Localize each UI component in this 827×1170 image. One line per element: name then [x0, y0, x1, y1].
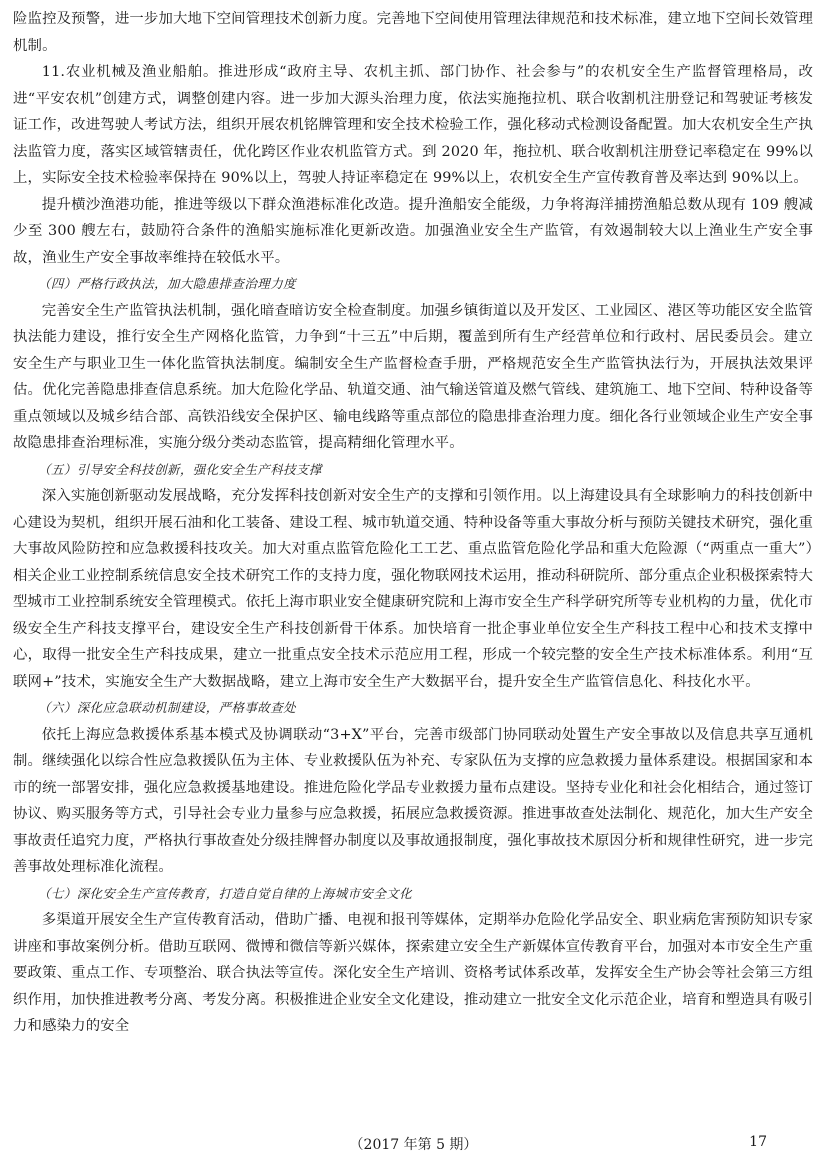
paragraph-tech-innovation: 深入实施创新驱动发展战略，充分发挥科技创新对安全生产的支撑和引领作用。以上海建设具有全球影响力的科技创新中心建设为契机，组织开展石油和化工装备、建设工程、城市轨道交通、特种设备等重大事故分析与预防关键技术研究，强化重大事故风险防控和应急救援科技攻关。加大对重点监管危险化工工艺、重点监管危险化学品和重大危险源（“两重点一重大”）相关企业工业控制系统信息安全技术研究工作的支持力度，强化物联网技术运用，推动科研院所、部分重点企业积极探索特大型城市工业控制系统安全管理模式。依托上海市职业安全健康研究院和上海市安全生产科学研究所等专业机构的力量，优化市级安全生产科技支撑平台，建设安全生产科技创新骨干体系。加快培育一批企事业单位安全生产科技工程中心和技术支撑中心，取得一批安全生产科技成果，建立一批重点安全技术示范应用工程，形成一个较完整的安全生产技术标准体系。利用“互联网+”技术，实施安全生产大数据战略，建立上海市安全生产大数据平台，提升安全生产监管信息化、科技化水平。: [13, 488, 813, 690]
paragraph-emergency-response: 依托上海应急救援体系基本模式及协调联动“3+X”平台，完善市级部门协同联动处置生产安全事故以及信息共享互通机制。继续强化以综合性应急救援队伍为主体、专业救援队伍为补充、专家队伍为支撑的应急救援力量体系建设。根据国家和本市的统一部署安排，强化应急救援基地建设。推进危险化学品专业救援力量布点建设。坚持专业化和社会化相结合，通过签订协议、购买服务等方式，引导社会专业力量参与应急救援，拓展应急救援资源。推进事故查处法制化、规范化，加大生产安全事故责任追究力度，严格执行事故查处分级挂牌督办制度以及事故通报制度，强化事故技术原因分析和规律性研究，进一步完善事故处理标准化流程。: [13, 726, 813, 875]
page-footer: [0, 1134, 827, 1160]
section-heading-7: （七）深化安全生产宣传教育，打造自觉自律的上海城市安全文化: [38, 885, 413, 901]
paragraph-fishing-port: 提升横沙渔港功能，推进等级以下群众渔港标准化改造。提升渔船安全能级，力争将海洋捕捞渔船总数从现有 109 艘减少至 300 艘左右，鼓励符合条件的渔船实施标准化更新改造。加强渔业安全生产监管，有效遏制较大以上渔业生产安全事故，渔业生产安全事故率维持在较低水平。: [13, 196, 813, 266]
document-body: [13, 6, 813, 1040]
issue-label: （2017 年第 5 期）: [349, 1137, 478, 1153]
paragraph-law-enforcement: 完善安全生产监管执法机制，强化暗查暗访安全检查制度。加强乡镇街道以及开发区、工业园区、港区等功能区安全监管执法能力建设，推行安全生产网格化监管，力争到“十三五”中后期，覆盖到所有生产经营单位和行政村、居民委员会。建立安全生产与职业卫生一体化监管执法制度。编制安全生产监督检查手册，严格规范安全生产监管执法行为，开展执法效果评估。优化完善隐患排查信息系统。加大危险化学品、轨道交通、油气输送管道及燃气管线、建筑施工、地下空间、特种设备等重点领域以及城乡结合部、高铁沿线安全保护区、输电线路等重点部位的隐患排查治理力度。细化各行业领域企业生产安全事故隐患排查治理标准，实施分级分类动态监管，提高精细化管理水平。: [13, 302, 813, 451]
section-heading-5: （五）引导安全科技创新，强化安全生产科技支撑: [38, 461, 322, 477]
section-heading-6: （六）深化应急联动机制建设，严格事故查处: [38, 700, 297, 715]
page-number: 17: [749, 1134, 767, 1150]
paragraph-safety-culture: 多渠道开展安全生产宣传教育活动，借助广播、电视和报刊等媒体，定期举办危险化学品安全、职业病危害预防知识专家讲座和事故案例分析。借助互联网、微博和微信等新兴媒体，探索建立安全生产新媒体宣传教育平台，加强对本市安全生产重要政策、重点工作、专项整治、联合执法等宣传。深化安全生产培训、资格考试体系改革，发挥安全生产协会等社会第三方组织作用，加快推进教考分离、考发分离。积极推进企业安全文化建设，推动建立一批安全文化示范企业，培育和塑造具有吸引力和感染力的安全: [13, 912, 813, 1034]
section-heading-4: （四）严格行政执法，加大隐患排查治理力度: [38, 276, 297, 291]
paragraph-agricultural-machinery: 11.农业机械及渔业船舶。推进形成“政府主导、农机主抓、部门协作、社会参与”的农机安全生产监督管理格局，改进“平安农机”创建方式，调整创建内容。进一步加大源头治理力度，依法实施拖拉机、联合收割机注册登记和驾驶证考核发证工作，改进驾驶人考试方法，组织开展农机铭牌管理和安全技术检验工作，强化移动式检测设备配置。加大农机安全生产执法监管力度，落实区域管辖责任，优化跨区作业农机监管方式。到 2020 年，拖拉机、联合收割机注册登记率稳定在 99%以上，实际安全技术检验率保持在 90%以上，驾驶人持证率稳定在 99%以上，农机安全生产宣传教育普及率达到 90%以上。: [13, 64, 813, 186]
paragraph-underground-space: 险监控及预警，进一步加大地下空间管理技术创新力度。完善地下空间使用管理法律规范和技术标准，建立地下空间长效管理机制。: [13, 11, 813, 54]
